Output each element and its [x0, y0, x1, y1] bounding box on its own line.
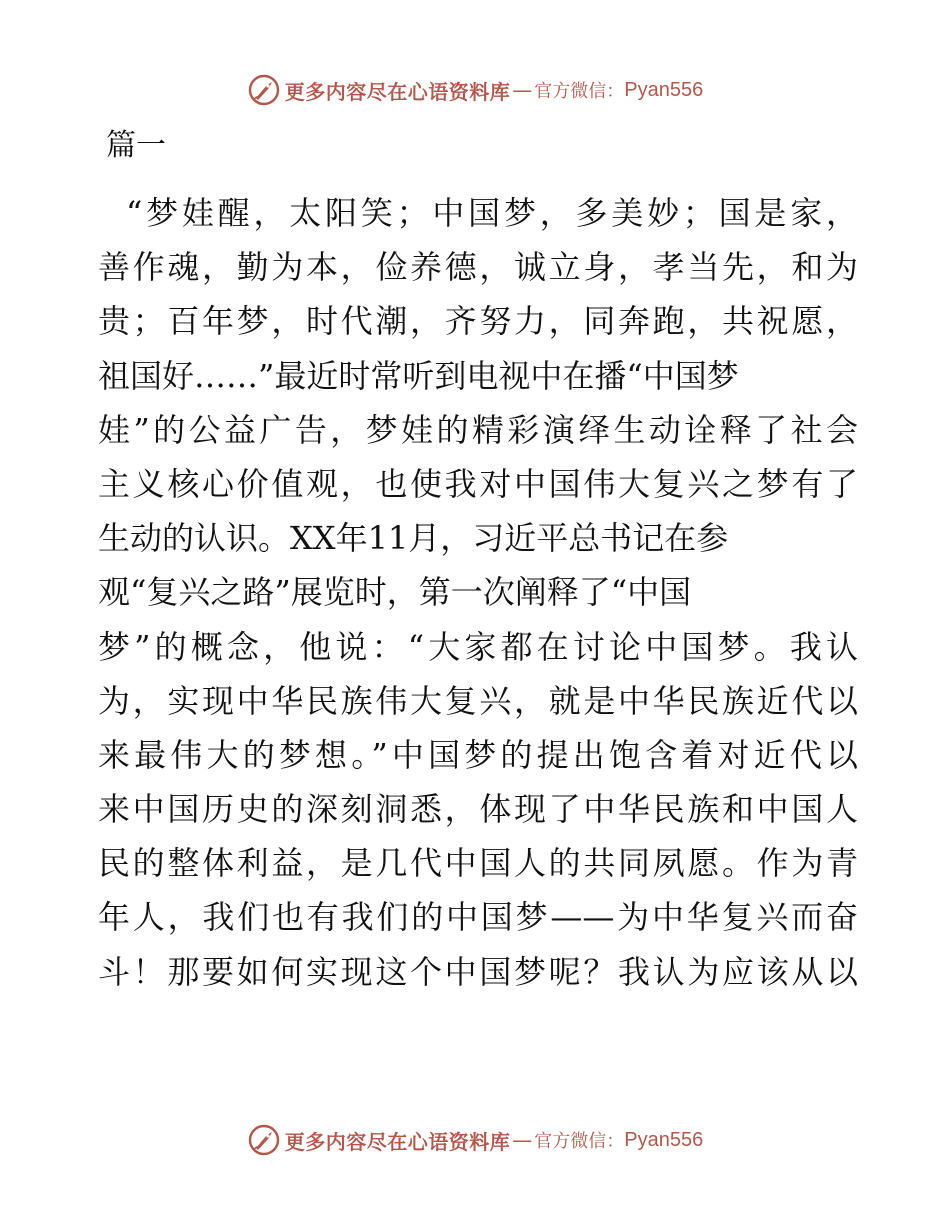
body-line: 主义核心价值观，也使我对中国伟大复兴之梦有了 — [98, 464, 858, 503]
body-line: 贵；百年梦，时代潮，齐努力，同奔跑，共祝愿， — [98, 302, 858, 341]
pen-nib-logo-icon — [247, 73, 281, 107]
body-line: 来中国历史的深刻洞悉，体现了中华民族和中国人 — [98, 790, 858, 829]
footer-wechat-label: 官方微信： — [534, 1131, 625, 1152]
header-wechat-id: Pyan556 — [624, 78, 704, 101]
body-line: 为，实现中华民族伟大复兴，就是中华民族近代以 — [98, 681, 858, 720]
header-separator: — — [512, 78, 533, 102]
body-line: 民的整体利益，是几代中国人的共同夙愿。作为青 — [98, 844, 858, 883]
body-line: 年人，我们也有我们的中国梦——为中华复兴而奋 — [98, 898, 858, 937]
body-line: “梦娃醒，太阳笑；中国梦，多美妙；国是家， — [126, 194, 858, 232]
body-line: 生动的认识。XX年11月，习近平总书记在参 — [98, 519, 729, 558]
footer-banner — [0, 1120, 950, 1160]
body-line: 善作魂，勤为本，俭养德，诚立身，孝当先，和为 — [98, 248, 858, 287]
header-brand-text: 更多内容尽在心语资料库 — [284, 79, 511, 104]
body-line: 梦”的概念，他说：“大家都在讨论中国梦。我认 — [98, 627, 858, 666]
header-wechat-label: 官方微信： — [534, 81, 625, 102]
footer-separator: — — [512, 1128, 533, 1152]
body-line: 斗！那要如何实现这个中国梦呢？我认为应该从以 — [98, 952, 858, 991]
body-line: 来最伟大的梦想。”中国梦的提出饱含着对近代以 — [98, 735, 858, 774]
footer-brand-text: 更多内容尽在心语资料库 — [284, 1129, 511, 1154]
pen-nib-logo-icon — [247, 1123, 281, 1157]
header-banner — [0, 70, 950, 110]
section-heading: 篇一 — [106, 128, 166, 163]
body-line: 祖国好……”最近时常听到电视中在播“中国梦 — [98, 356, 739, 395]
document-body — [98, 186, 858, 999]
footer-wechat-id: Pyan556 — [624, 1128, 704, 1151]
body-line: 娃”的公益广告，梦娃的精彩演绎生动诠释了社会 — [98, 410, 858, 449]
body-line: 观“复兴之路”展览时，第一次阐释了“中国 — [98, 573, 692, 612]
